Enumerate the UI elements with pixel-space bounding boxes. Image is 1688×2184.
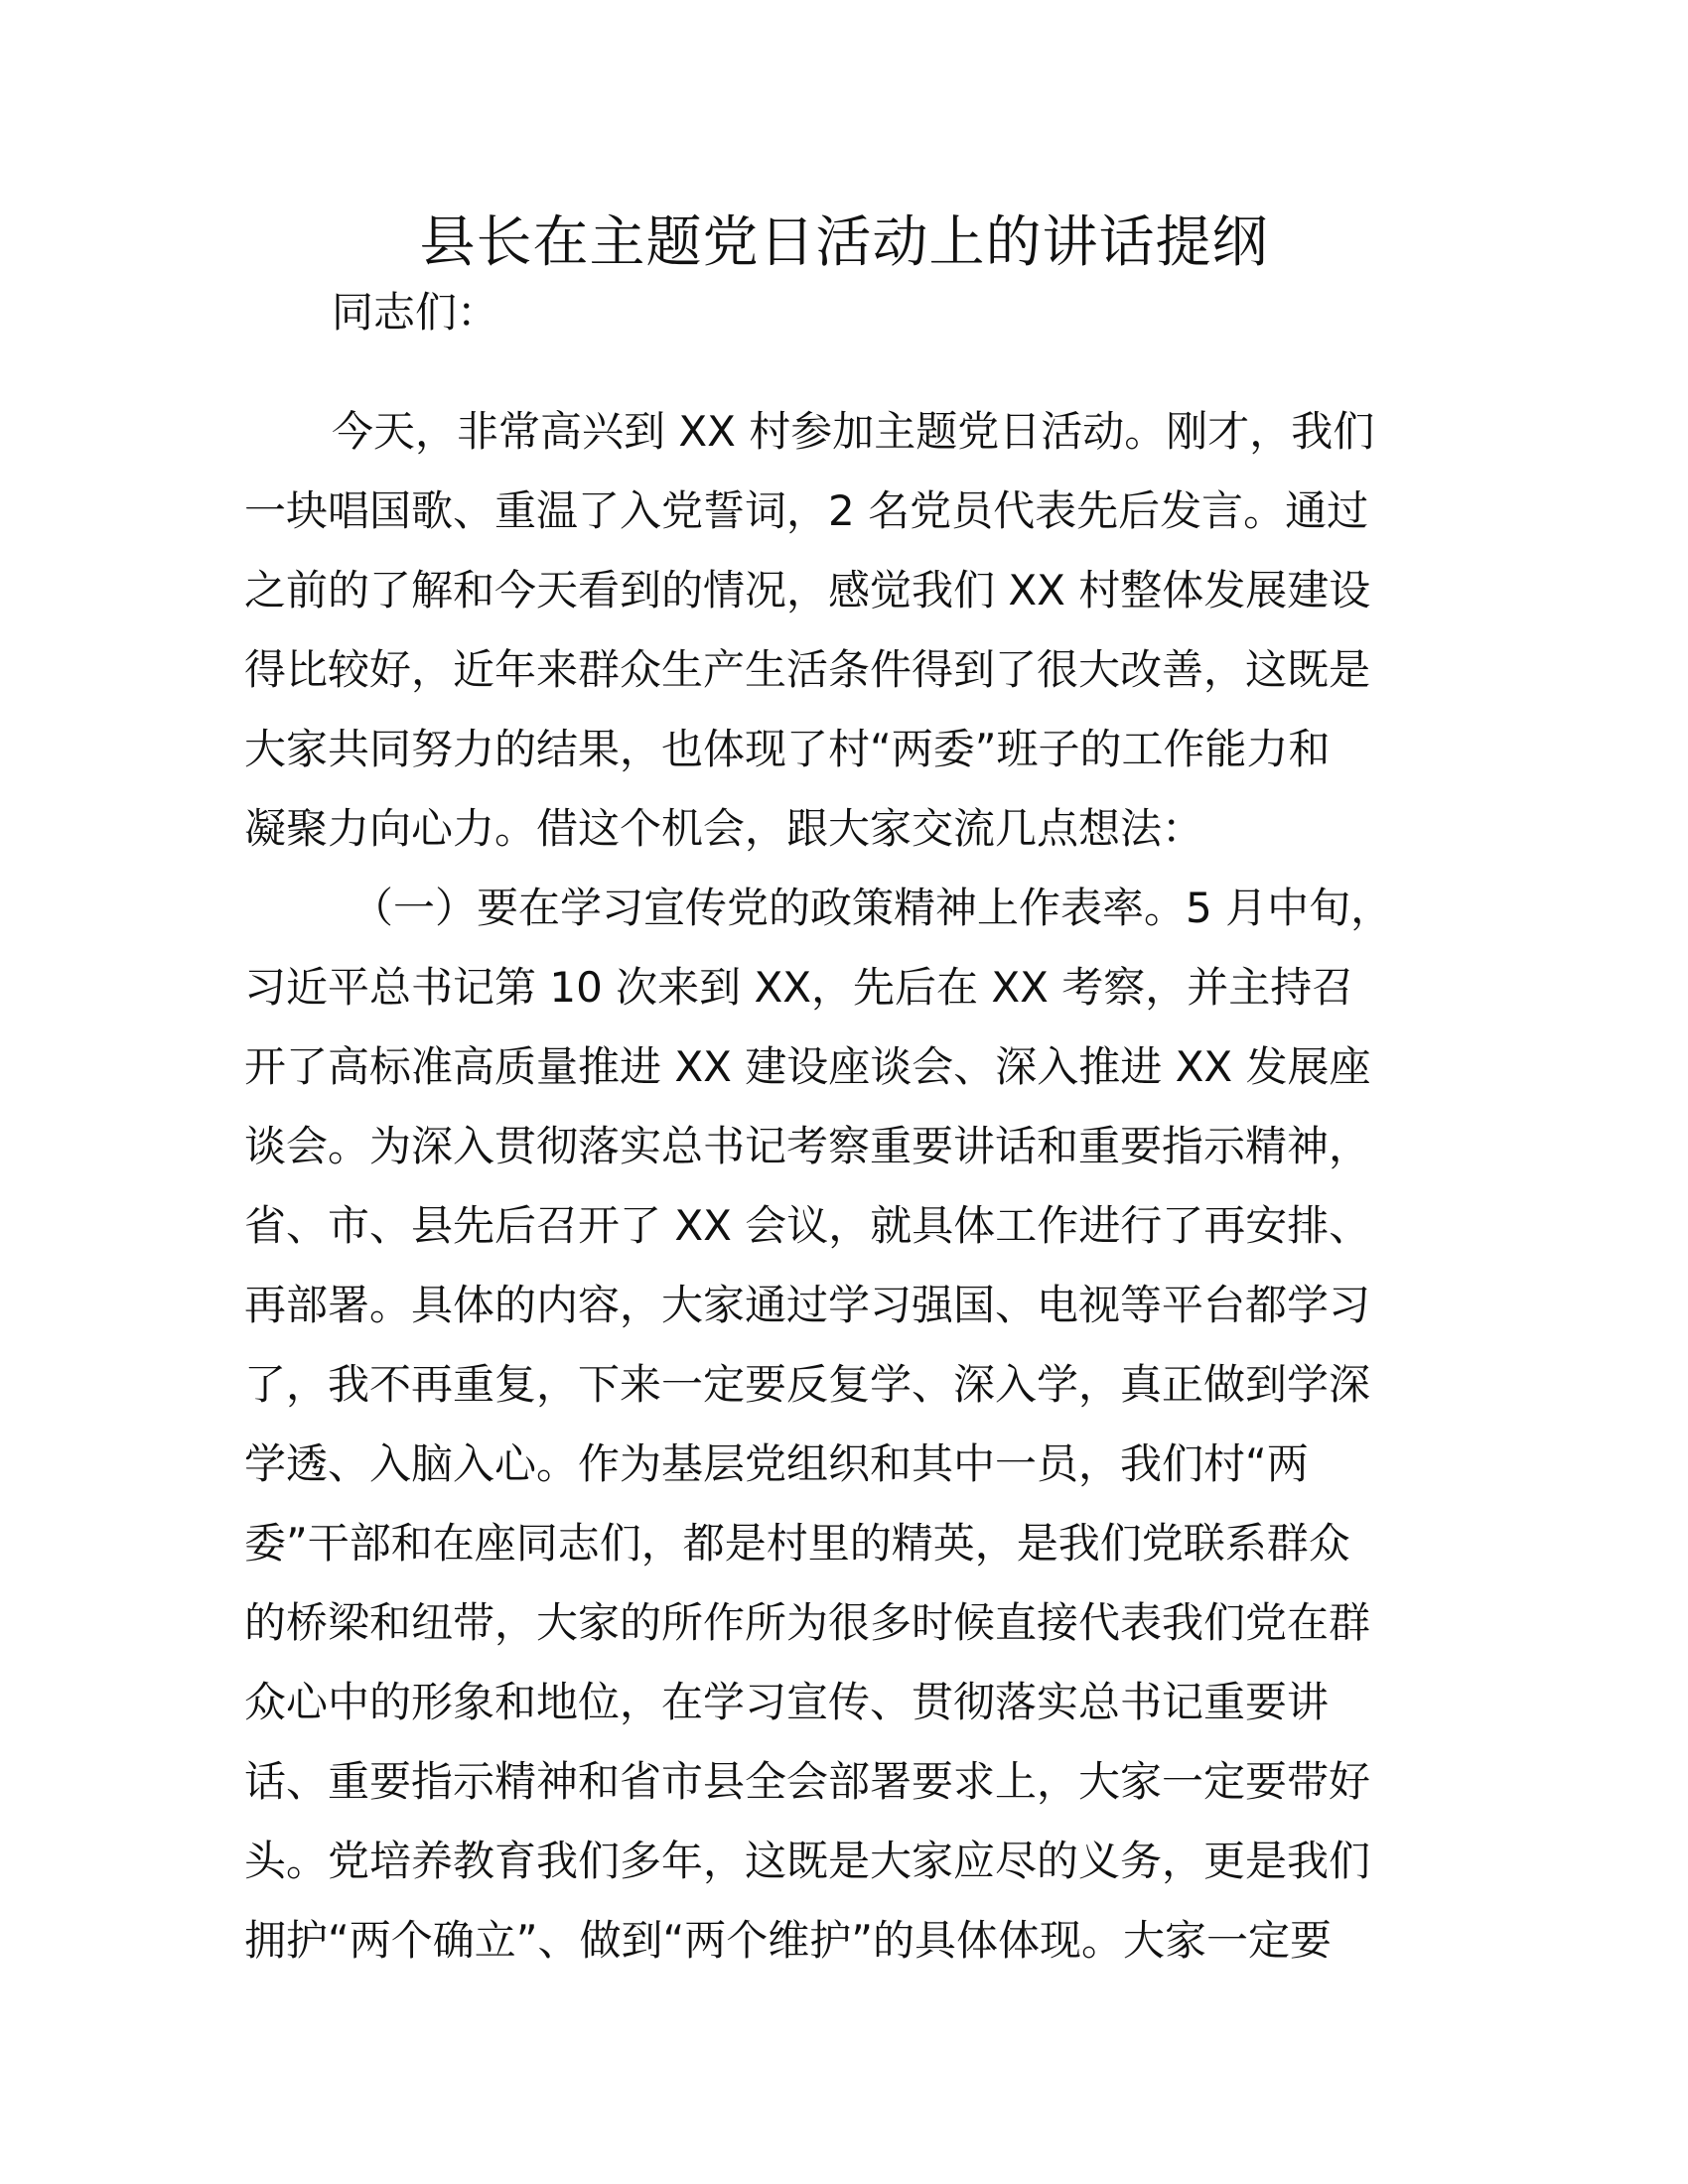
salutation [244, 273, 1436, 352]
paragraph-line: 话、重要指示精神和省市县全会部署要求上，大家一定要带好 [244, 1757, 1371, 1806]
paragraph-line: 习近平总书记第 10 次来到 XX，先后在 XX 考察，并主持召 [244, 963, 1354, 1012]
paragraph-line: 委”干部和在座同志们，都是村里的精英，是我们党联系群众 [244, 1519, 1350, 1568]
paragraph-line: 今天，非常高兴到 XX 村参加主题党日活动。刚才，我们 [332, 407, 1375, 456]
paragraph-line: 的桥梁和纽带，大家的所作所为很多时候直接代表我们党在群 [244, 1598, 1371, 1647]
salutation-text: 同志们： [332, 288, 499, 337]
paragraph-line: 谈会。为深入贯彻落实总书记考察重要讲话和重要指示精神， [244, 1122, 1371, 1170]
document-title: 县长在主题党日活动上的讲话提纲 [419, 210, 1269, 275]
paragraph-line: 一块唱国歌、重温了入党誓词，2 名党员代表先后发言。通过 [244, 486, 1369, 535]
paragraph-line: 众心中的形象和地位，在学习宣传、贯彻落实总书记重要讲 [244, 1678, 1330, 1726]
paragraph-line: 拥护“两个确立”、做到“两个维护”的具体体现。大家一定要 [244, 1916, 1333, 1965]
paragraph-section-one [244, 869, 1436, 1980]
paragraph-line: 大家共同努力的结果，也体现了村“两委”班子的工作能力和 [244, 725, 1331, 773]
paragraph-line: 头。党培养教育我们多年，这既是大家应尽的义务，更是我们 [244, 1837, 1371, 1885]
section-heading-line: （一）要在学习宣传党的政策精神上作表率。5 月中旬， [352, 884, 1393, 932]
paragraph-line: 省、市、县先后召开了 XX 会议，就具体工作进行了再安排、 [244, 1201, 1371, 1250]
paragraph-line: 学透、入脑入心。作为基层党组织和其中一员，我们村“两 [244, 1439, 1309, 1488]
paragraph-line: 凝聚力向心力。借这个机会，跟大家交流几点想法： [244, 804, 1204, 853]
paragraph-intro [244, 392, 1436, 869]
paragraph-line: 了，我不再重复，下来一定要反复学、深入学，真正做到学深 [244, 1360, 1371, 1409]
paragraph-line: 之前的了解和今天看到的情况，感觉我们 XX 村整体发展建设 [244, 566, 1371, 614]
paragraph-line: 开了高标准高质量推进 XX 建设座谈会、深入推进 XX 发展座 [244, 1042, 1371, 1091]
paragraph-line: 得比较好，近年来群众生产生活条件得到了很大改善，这既是 [244, 645, 1371, 694]
paragraph-line: 再部署。具体的内容，大家通过学习强国、电视等平台都学习 [244, 1281, 1371, 1329]
